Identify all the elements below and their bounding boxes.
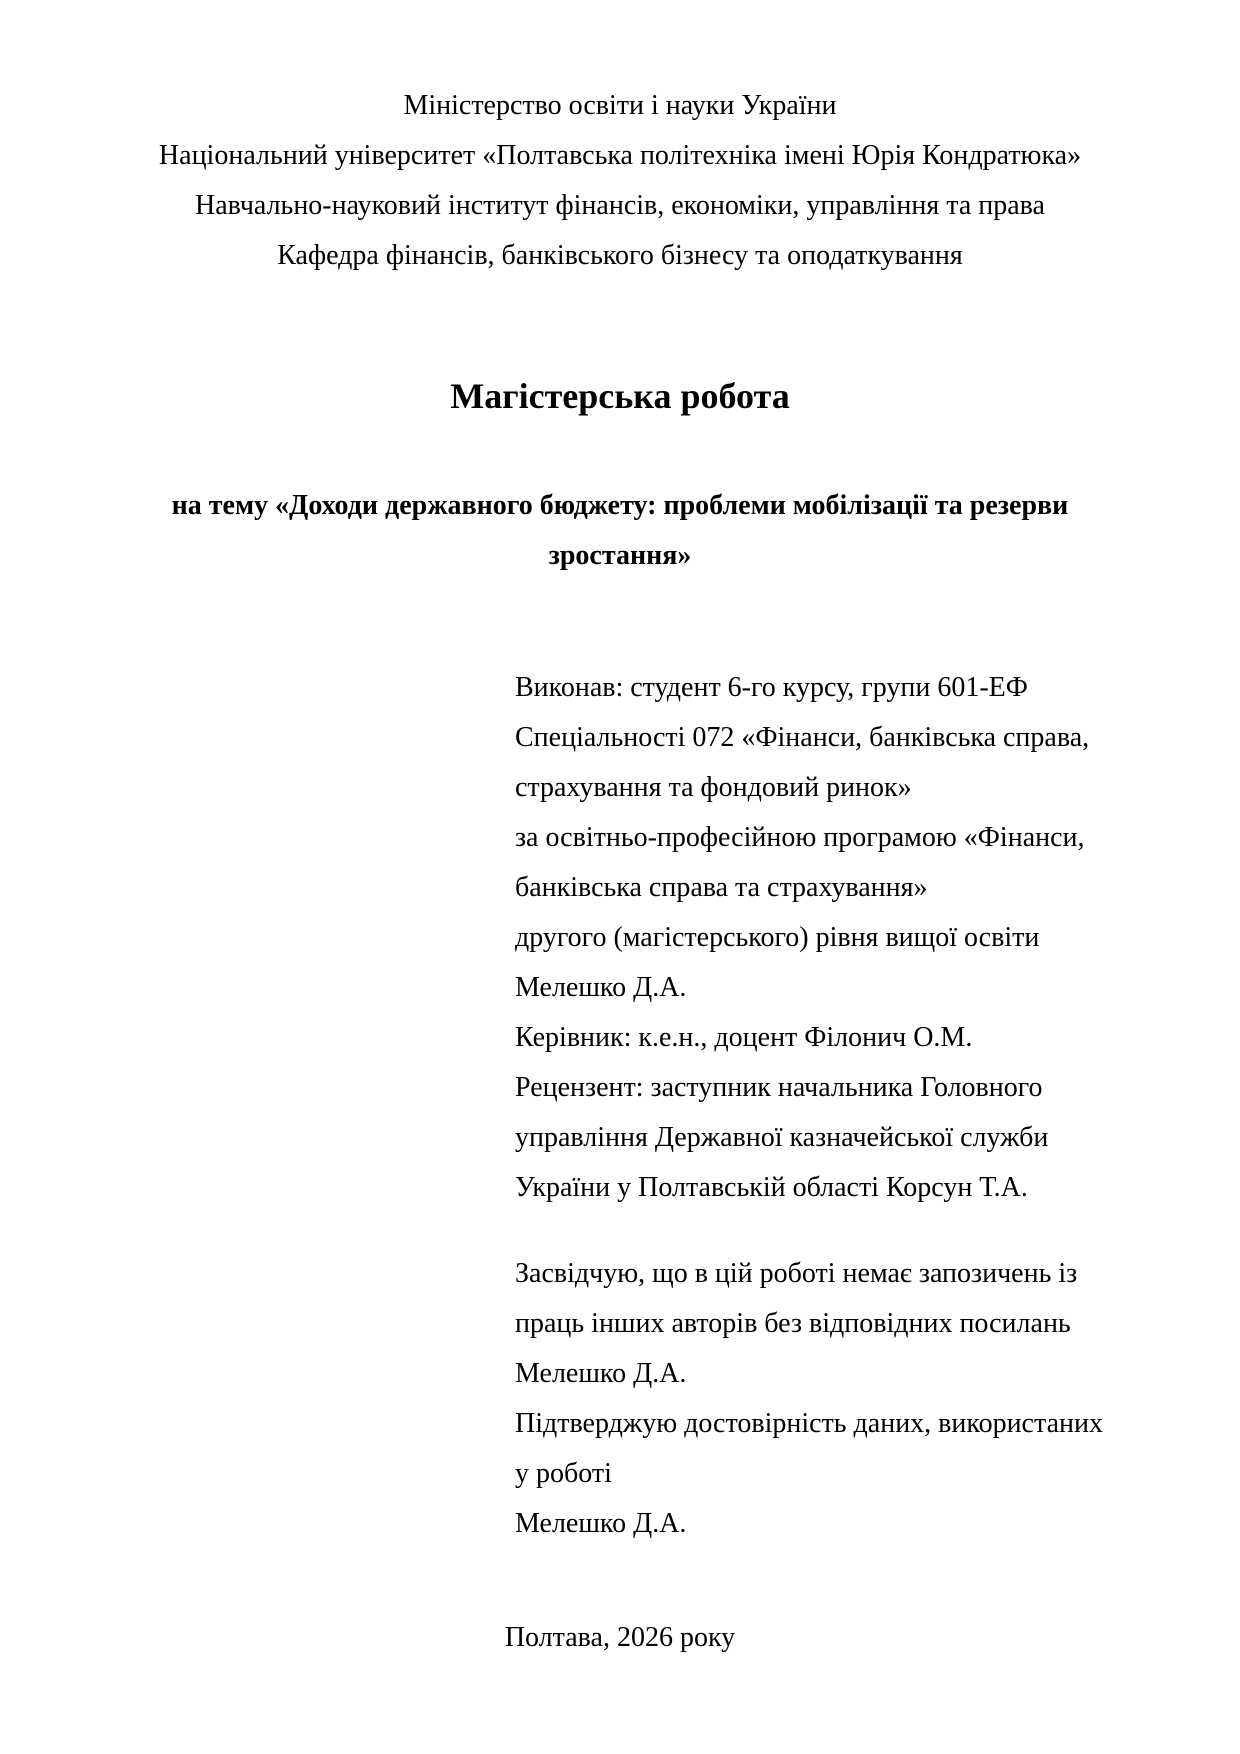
author-line: банківська справа та страхування» bbox=[515, 872, 928, 903]
author-name: Мелешко Д.А. bbox=[515, 972, 687, 1003]
document-title: Магістерська робота bbox=[450, 376, 790, 416]
department-name: Кафедра фінансів, банківського бізнесу та оподаткування bbox=[277, 240, 963, 271]
author-line: другого (магістерського) рівня вищої освіти bbox=[515, 922, 1040, 953]
confirmation-line: у роботі bbox=[515, 1458, 612, 1489]
declaration-line: праць інших авторів без відповідних посилань bbox=[515, 1308, 1071, 1339]
institute-name: Навчально-науковий інститут фінансів, економіки, управління та права bbox=[195, 190, 1045, 221]
author-line: страхування та фондовий ринок» bbox=[515, 772, 912, 803]
reviewer-line: України у Полтавській області Корсун Т.А. bbox=[515, 1172, 1028, 1203]
author-line: за освітньо-професійною програмою «Фінанси, bbox=[515, 822, 1085, 853]
topic-line-2: зростання» bbox=[548, 540, 692, 571]
reviewer-line: управління Державної казначейської служби bbox=[515, 1122, 1049, 1153]
city-year: Полтава, 2026 року bbox=[504, 1622, 736, 1653]
confirmation-signature: Мелешко Д.А. bbox=[515, 1508, 687, 1539]
declaration-line: Засвідчую, що в цій роботі немає запозичень із bbox=[515, 1258, 1078, 1289]
ministry-name: Міністерство освіти і науки України bbox=[403, 90, 837, 121]
author-line: Спеціальності 072 «Фінанси, банківська справа, bbox=[515, 722, 1090, 753]
topic-line-1: на тему «Доходи державного бюджету: проблеми мобілізації та резерви bbox=[171, 490, 1069, 521]
university-name: Національний університет «Полтавська політехніка імені Юрія Кондратюка» bbox=[158, 140, 1082, 171]
supervisor-line: Керівник: к.е.н., доцент Філонич О.М. bbox=[515, 1022, 973, 1053]
declaration-signature: Мелешко Д.А. bbox=[515, 1358, 687, 1389]
author-line: Виконав: студент 6-го курсу, групи 601-ЕФ bbox=[515, 672, 1028, 703]
reviewer-line: Рецензент: заступник начальника Головного bbox=[515, 1072, 1043, 1103]
confirmation-line: Підтверджую достовірність даних, використаних bbox=[515, 1408, 1103, 1439]
